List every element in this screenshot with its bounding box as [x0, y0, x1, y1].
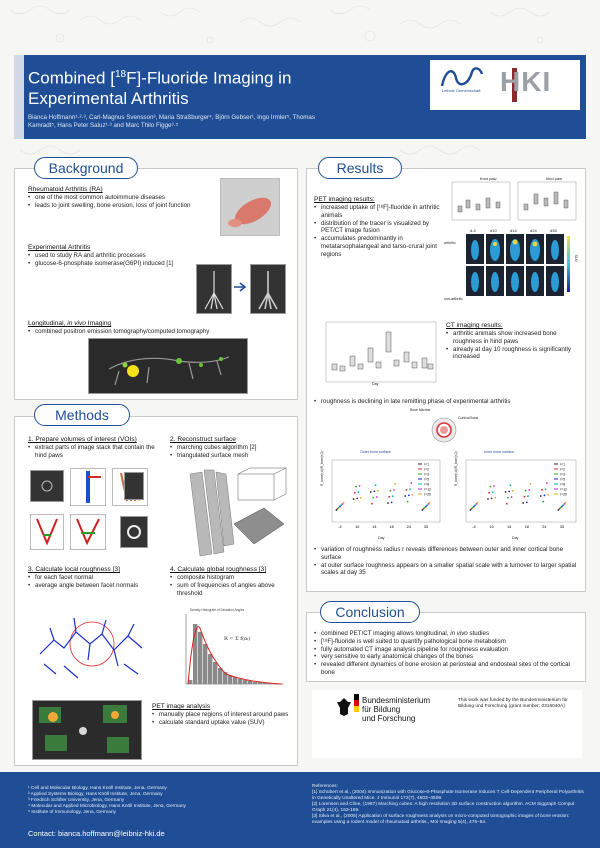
pet-results-item: • accumulates predominantly in metatarsophalangeal and tarso-crural joint regions: [314, 235, 440, 258]
data-point: [506, 503, 508, 505]
hind-paw-label: hind paw: [546, 176, 563, 181]
data-point: [406, 489, 408, 491]
conclusion-item: • very sensitive to early anatomical changes of the bones: [314, 653, 582, 661]
data-point: [507, 497, 509, 499]
day-label: d14: [510, 228, 517, 233]
data-point: [353, 498, 355, 500]
affiliations: [28, 786, 268, 816]
data-point: [488, 492, 490, 494]
poster-title: Combined [$^{18}$F]-Fluoride Imaging in Experimental Arthritis: [28, 68, 292, 108]
data-point: [390, 490, 392, 492]
x-tick-label: 10: [355, 525, 360, 529]
local-roughness-figure: [34, 604, 154, 688]
data-point: [541, 489, 543, 491]
funding-note: This work was funded by the Bundesministerium für Bildung und Forschung (grant number: 0316040A): [458, 698, 568, 709]
data-point: [393, 489, 395, 491]
data-point: [360, 497, 362, 499]
data-point: [544, 495, 546, 497]
data-point: [387, 502, 389, 504]
methods-step-4: [170, 566, 295, 597]
data-point: [429, 502, 431, 504]
pet-analysis-item: • manually place regions of interest around paws: [152, 711, 292, 719]
data-point: [527, 495, 529, 497]
data-point: [487, 498, 489, 500]
x-tick-label: -4: [338, 525, 342, 529]
step-2-heading: 2. Reconstruct surface: [170, 436, 236, 443]
bmbf-logo-text: Bundesministerium für Bildung und Forschung: [362, 696, 431, 723]
voi-paw-ct: [124, 472, 144, 500]
references-title: References:: [312, 784, 338, 789]
x-tick-label: 24: [542, 525, 547, 529]
voi-red-paw-1: [30, 514, 64, 550]
histogram-bar: [218, 668, 222, 684]
step-3-heading: 3. Calculate local roughness [3]: [28, 566, 121, 573]
day-label: d-4: [470, 228, 476, 233]
pet-ct-mouse-image: [88, 338, 248, 394]
histogram-bar: [203, 644, 207, 684]
legend-label: r=20: [560, 492, 567, 497]
affiliation: ² Applied Systems Biology, Hans Knöll Institute, Jena, Germany: [28, 792, 163, 797]
pet-results-item: • increased uptake of [¹⁸F]-fluoride in arthritic animals: [314, 204, 440, 220]
voi-section-ct: [120, 516, 148, 548]
data-point: [375, 484, 377, 486]
legend-label: r=1: [560, 462, 565, 467]
data-point: [371, 503, 373, 505]
pet-results-item: • distribution of the tracer is visualized by PET/CT image fusion: [314, 220, 440, 236]
bone-marrow-label: Bone Marrow: [410, 408, 431, 412]
healthy-paw-ct: [196, 264, 232, 314]
histogram-bar: [248, 681, 252, 684]
data-point: [508, 491, 510, 493]
data-point: [526, 502, 528, 504]
legend-label: r=8: [424, 482, 429, 487]
arthritic-label: arthritic: [444, 241, 456, 245]
step-2-item: • triangulated surface mesh: [170, 452, 290, 460]
mouse-paw-photo: [220, 178, 280, 236]
step-3-item: • for each facet normal: [28, 574, 163, 582]
variation-section: [314, 546, 582, 577]
decline-item: • roughness is declining in late remitting phase of experimental arthritis: [314, 398, 582, 406]
data-point: [510, 484, 512, 486]
pet-analysis-heading: PET image analysis: [152, 703, 211, 710]
ct-results-heading: CT imaging results:: [446, 322, 503, 329]
ra-item: • one of the most common autoimmune diseases: [28, 194, 198, 202]
methods-step-3: [28, 566, 163, 590]
legend-label: r=5: [560, 477, 565, 482]
data-point: [377, 490, 379, 492]
ea-section: [28, 244, 208, 268]
inner-surface-label: Inner bone surface: [484, 450, 514, 454]
affiliation: ¹ Cell and Molecular Biology, Hans Knöll Institute, Jena, Germany: [28, 786, 167, 791]
methods-title: Methods: [34, 404, 130, 426]
background-title: Background: [34, 157, 138, 179]
pet-analysis-item: • calculate standard uptake value (SUV): [152, 719, 292, 727]
data-point: [356, 498, 358, 500]
x-tick-label: 14: [372, 525, 377, 529]
data-point: [525, 490, 527, 492]
header-accent: [14, 55, 24, 139]
results-title: Results: [318, 157, 402, 179]
conclusion-list: [314, 630, 582, 677]
voi-red-paw-2: [70, 514, 106, 550]
data-point: [392, 495, 394, 497]
data-point: [540, 495, 542, 497]
histogram-bar: [253, 682, 257, 684]
data-point: [408, 495, 410, 497]
data-point: [404, 495, 406, 497]
legend-label: r=12: [424, 487, 431, 492]
legend-label: r=8: [560, 482, 565, 487]
surface-mesh-figure: [184, 464, 288, 562]
day-label: d10: [490, 228, 497, 233]
arrow-right-icon: [234, 282, 248, 292]
ea-heading: Experimental Arthritis: [28, 244, 91, 251]
legend-label: r=1: [424, 462, 429, 467]
federal-eagle-icon: [336, 696, 352, 718]
references: [312, 784, 588, 826]
data-point: [493, 485, 495, 487]
data-point: [547, 494, 549, 496]
affiliation: ³ Friedrich Schiller University, Jena, Germany: [28, 798, 125, 803]
histogram-bar: [208, 654, 212, 684]
data-point: [490, 486, 492, 488]
contact-email[interactable]: Contact: bianca.hoffmann@leibniz-hki.de: [28, 829, 165, 838]
x-tick-label: 35: [559, 525, 565, 529]
ct-results-item: • already at day 10 roughness is significantly increased: [446, 346, 582, 362]
step-1-heading: 1. Prepare volumes of interest (VOIs): [28, 436, 137, 443]
chart-ylabel: R_bone(r,d)/R_bone(r,0): [320, 451, 324, 486]
step-1-item: • extract parts of image stack that contain the hind paws: [28, 444, 163, 460]
data-point: [477, 502, 479, 504]
ra-section: [28, 186, 198, 210]
pet-results-heading: PET imaging results:: [314, 196, 375, 203]
data-point: [412, 494, 414, 496]
ea-item: • used to study RA and arthritic processes: [28, 252, 208, 260]
conclusion-item: • [¹⁸F]-fluoride is well suited to quantify pathological bone metabolism: [314, 638, 582, 646]
data-point: [376, 496, 378, 498]
data-point: [374, 491, 376, 493]
data-point: [388, 496, 390, 498]
pet-results-section: [314, 196, 440, 258]
methods-step-1: [28, 436, 163, 460]
data-point: [522, 502, 524, 504]
data-point: [354, 492, 356, 494]
ct-boxplot-xlabel: Day: [372, 382, 379, 386]
data-point: [410, 482, 412, 484]
data-point: [542, 501, 544, 503]
legend-label: r=20: [424, 492, 431, 497]
data-point: [565, 502, 567, 504]
data-point: [528, 489, 530, 491]
ct-roughness-boxplot: [316, 318, 440, 390]
conclusion-item: • revealed different dynamics of bone erosion at periosteal and endosteal sites of the cortical bone: [314, 661, 582, 677]
histogram-bar: [213, 662, 217, 684]
hki-logo-text: HKI: [500, 66, 552, 97]
pet-analysis-section: [152, 703, 292, 727]
suv-boxplots: [448, 176, 580, 222]
data-point: [512, 490, 514, 492]
decline-note: [314, 398, 582, 406]
step-4-item: • sum of frequencies of angles above threshold: [170, 582, 295, 598]
legend-label: r=3: [424, 472, 429, 477]
authors: Bianca Hoffmann¹·²·³, Carl-Magnus Svensson³, Maria Straßburger⁴, Björn Gebser¹, Ingo Irmler⁵, Thomas Kamradt⁵, Hans Peter Saluz¹·³ and Marc Thilo Figge³·⁵: [28, 114, 315, 129]
x-tick-label: 24: [406, 525, 411, 529]
chart-xlabel: Day: [378, 536, 385, 540]
data-point: [524, 496, 526, 498]
histogram-figure: Density Histogram of Deviation Angles R = Σ f(αᵢ): [176, 608, 288, 690]
voi-slice-1: [30, 470, 64, 502]
data-point: [370, 491, 372, 493]
data-point: [359, 485, 361, 487]
data-point: [545, 488, 547, 490]
data-point: [505, 491, 507, 493]
affiliation: ⁵ Institute of Immunology, Jena, Germany: [28, 810, 117, 815]
arthritic-paw-ct: [250, 264, 286, 314]
pet-analysis-image: [32, 700, 142, 760]
longitudinal-item: • combined positron emission tomography/computed tomography: [28, 328, 278, 336]
data-point: [372, 497, 374, 499]
ea-item: • glucose-6-phosphate isomerase(G6PI) induced [1]: [28, 260, 208, 268]
legend-label: r=5: [424, 477, 429, 482]
suv-label: SUV: [573, 254, 578, 262]
data-point: [407, 501, 409, 503]
reference: [2] Lorensen and Cline, (1987) Marching cubes: A high resolution 3D surface construction algorithm. ACM Siggraph Comput Graph 21(4), 163-169.: [312, 802, 575, 813]
data-point: [546, 482, 548, 484]
histogram-bar: [238, 679, 242, 684]
data-point: [511, 496, 513, 498]
data-point: [530, 483, 532, 485]
roughness-formula: R = Σ f(αᵢ): [224, 636, 251, 642]
conclusion-item: • combined PET/CT imaging allows longitudinal, in vivo studies: [314, 630, 582, 638]
outer-surface-label: Outer bone surface: [360, 450, 391, 454]
x-tick-label: 18: [524, 525, 529, 529]
data-point: [494, 497, 496, 499]
data-point: [409, 488, 411, 490]
ct-results-section: [446, 322, 582, 361]
data-point: [491, 498, 493, 500]
ra-heading: Rheumatoid Arthritis (RA): [28, 186, 103, 193]
histogram-bar: [198, 632, 202, 684]
x-tick-label: -4: [472, 525, 476, 529]
pet-paw-grid: [444, 228, 584, 304]
day-label: d35: [550, 228, 557, 233]
reference: [1] Schubert et al., (2004) Immunization with Glucose-6-Phosphate Isomerase Induces T Cell-Dependent Peripheral Polyarthritis in Genetically Unaltered Mice. J Immunol 172(7), 4503–4509.: [312, 790, 584, 801]
data-point: [343, 502, 345, 504]
flag-gold: [354, 706, 359, 712]
methods-step-2: [170, 436, 290, 460]
voi-volume-blue: [70, 468, 106, 506]
longitudinal-section: [28, 320, 278, 336]
variation-item: • variation of roughness radius r reveals differences between outer and inner cortical bone surface: [314, 546, 582, 562]
legend-label: r=2: [560, 467, 565, 472]
conclusion-title: Conclusion: [320, 601, 420, 623]
front-paw-label: front paw: [480, 176, 497, 181]
histogram-bar: [243, 680, 247, 684]
step-3-item: • average angle between facet normals: [28, 582, 163, 590]
cortical-bone-label: Cortical Bone: [458, 416, 479, 420]
step-2-item: • marching cubes algorithm [2]: [170, 444, 290, 452]
longitudinal-heading: Longitudinal, in vivo Imaging: [28, 320, 112, 327]
x-tick-label: 18: [389, 525, 394, 529]
data-point: [492, 491, 494, 493]
step-4-heading: 4. Calculate global roughness [3]: [170, 566, 267, 573]
non-arthritic-label: non-arthritic: [444, 297, 463, 301]
legend-label: r=12: [560, 487, 567, 492]
leibniz-logo-text: Leibniz Gemeinschaft: [442, 88, 481, 93]
x-tick-label: 35: [423, 525, 429, 529]
ct-results-item: • arthritic animals show increased bone roughness in hind paws: [446, 330, 582, 346]
day-label: d24: [530, 228, 537, 233]
variation-item: • at outer surface roughness appears on a smaller spatial scale with a turnover to larger spatial scales at day 35: [314, 562, 582, 578]
data-point: [391, 502, 393, 504]
data-point: [355, 486, 357, 488]
x-tick-label: 10: [489, 525, 494, 529]
chart-ylabel: R_bone(r,d)/R_bone(r,0): [454, 451, 458, 486]
affiliation: ⁴ Molecular and Applied Microbiology, Hans Knöll Institute, Jena, Germany: [28, 804, 186, 809]
data-point: [394, 483, 396, 485]
legend-label: r=2: [424, 467, 429, 472]
reference: [3] Silva et al., (2006) Application of surface roughness analysis on micro-computed tomographic images of bone erosion: examples using a rodent model of rheumatoid arthritis., Mol Imaging 5(4), 475–84.: [312, 814, 570, 825]
chart-xlabel: Day: [512, 536, 519, 540]
conclusion-item: • fully automated CT image analysis pipeline for roughness evaluation: [314, 646, 582, 654]
x-tick-label: 14: [507, 525, 512, 529]
step-4-item: • composite histogram: [170, 574, 295, 582]
ra-item: • leads to joint swelling, bone erosion, loss of joint function: [28, 202, 198, 210]
legend-label: r=3: [560, 472, 565, 477]
data-point: [358, 491, 360, 493]
